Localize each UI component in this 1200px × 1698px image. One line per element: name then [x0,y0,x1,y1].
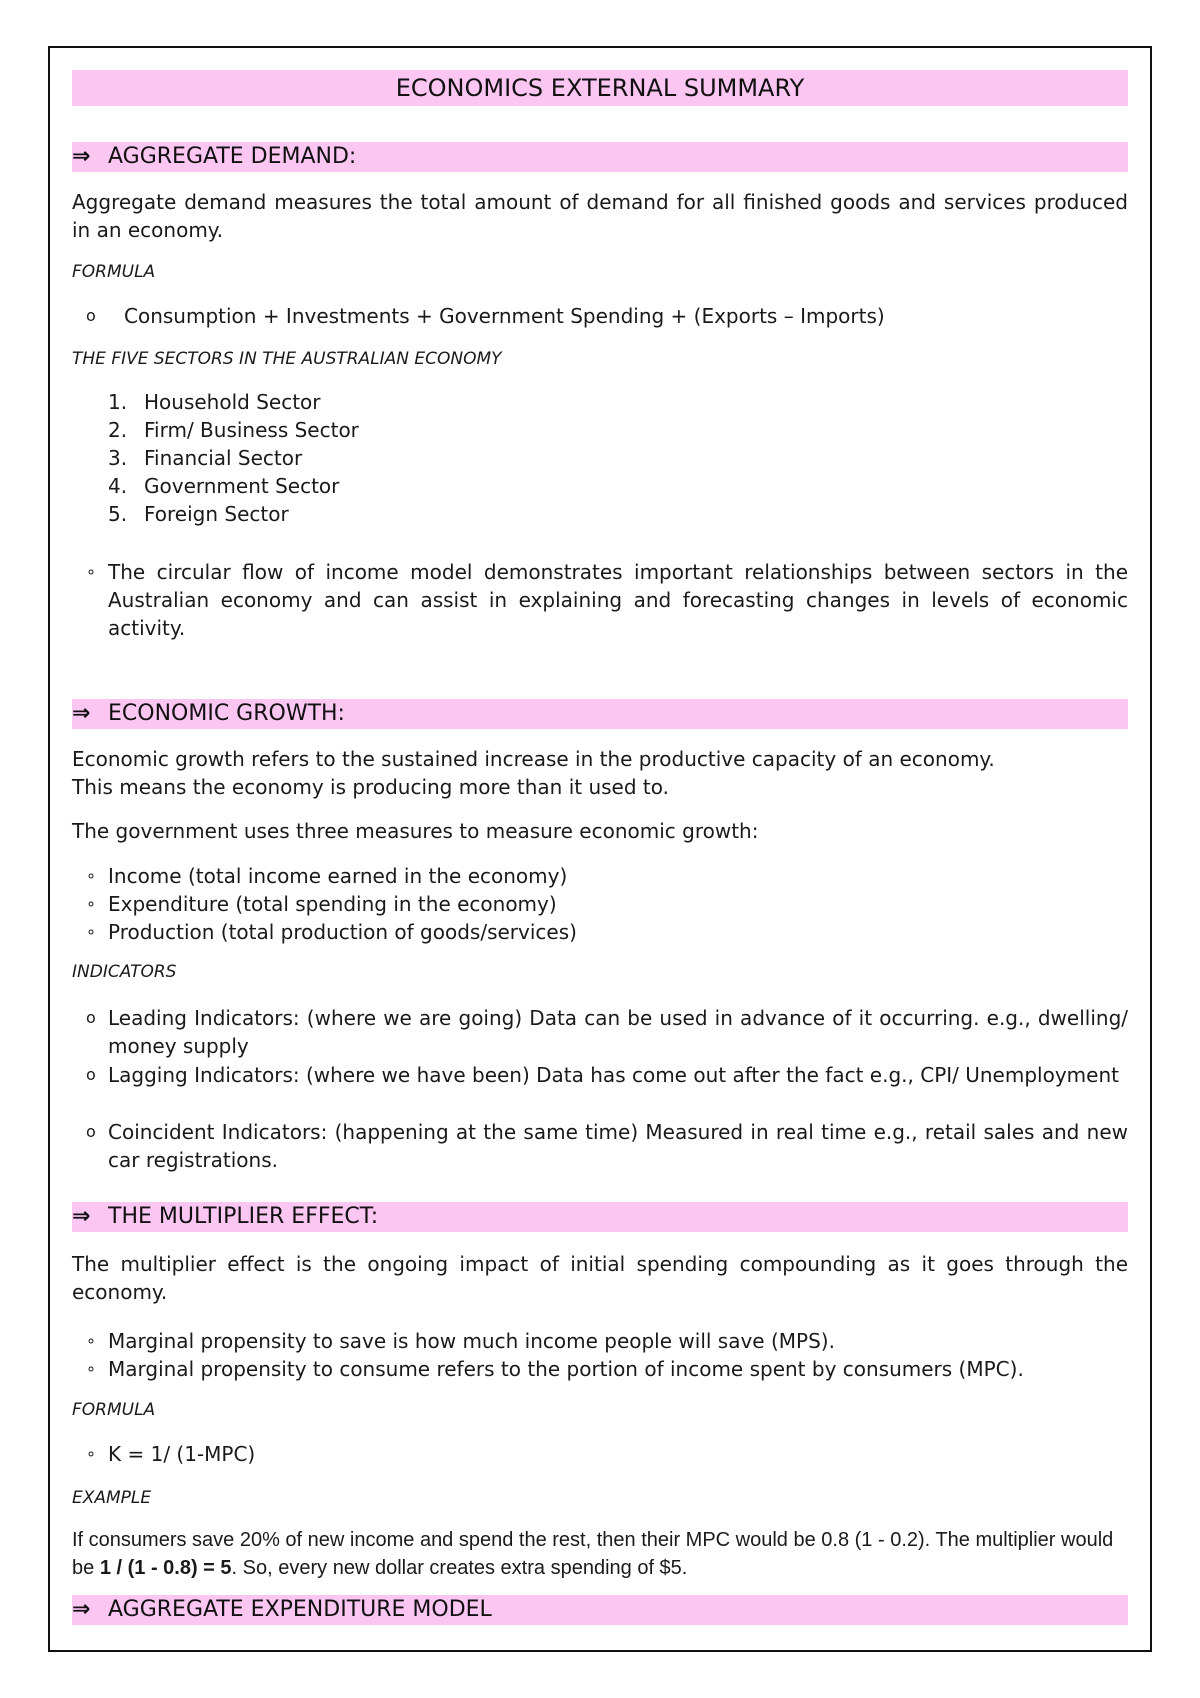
section-heading-aggregate-demand [72,142,1128,172]
list-item-text: Household Sector [144,390,321,414]
section-heading-text: THE MULTIPLIER EFFECT: [108,1204,379,1229]
bullet-icon: ∘ [86,922,97,941]
list-item-text: Production (total production of goods/services) [108,920,577,944]
example-label: EXAMPLE [72,1488,152,1508]
bullet-icon: o [86,1008,96,1027]
bullet-icon: ∘ [86,1331,97,1350]
list-item-text: Leading Indicators: (where we are going) Data can be used in advance of it occurring. e.g., dwelling/ money supply [108,1006,1128,1058]
list-item-text: Foreign Sector [144,502,289,526]
sectors-label: THE FIVE SECTORS IN THE AUSTRALIAN ECONOMY [72,349,502,369]
growth-intro-line1: Economic growth refers to the sustained increase in the productive capacity of an economy. [72,747,995,771]
section-heading-economic-growth [72,699,1128,729]
list-item-text: Marginal propensity to consume refers to the portion of income spent by consumers (MPC). [108,1357,1024,1381]
list-number: 4. [108,474,128,498]
list-number: 2. [108,418,128,442]
list-item-text: Financial Sector [144,446,303,470]
section-heading-text: AGGREGATE EXPENDITURE MODEL [108,1597,492,1622]
section-heading-multiplier-effect [72,1202,1128,1232]
example-text-part2: . So, every new dollar creates extra spending of $5. [231,1557,688,1579]
list-item-text: Marginal propensity to save is how much income people will save (MPS). [108,1329,835,1353]
list-number: 3. [108,446,128,470]
section-heading-text: ECONOMIC GROWTH: [108,701,345,726]
aggregate-demand-formula: Consumption + Investments + Government Spending + (Exports – Imports) [124,304,885,328]
example-text-part1: If consumers save 20% of new income and spend the rest, then their MPC would be 0.8 (1 - 0.2). The multiplier would be [72,1529,1114,1579]
list-number: 1. [108,390,128,414]
multiplier-intro: The multiplier effect is the ongoing impact of initial spending compounding as it goes through the economy. [72,1252,1128,1304]
double-arrow-icon: ⇒ [72,144,91,169]
bullet-icon: o [86,1065,96,1084]
list-number: 5. [108,502,128,526]
formula-label: FORMULA [72,262,156,282]
bullet-icon: o [86,1122,96,1141]
double-arrow-icon: ⇒ [72,1597,91,1622]
growth-measures-intro: The government uses three measures to measure economic growth: [72,819,759,843]
multiplier-formula: K = 1/ (1-MPC) [108,1442,256,1466]
bullet-icon: ∘ [86,1359,97,1378]
example-text-bold: 1 / (1 - 0.8) = 5 [99,1557,232,1579]
double-arrow-icon: ⇒ [72,701,91,726]
list-item-text: Coincident Indicators: (happening at the same time) Measured in real time e.g., retail sales and new car registrations. [108,1120,1128,1172]
list-item-text: Government Sector [144,474,340,498]
circular-flow-text: The circular flow of income model demonstrates important relationships between sectors in the Australian economy and can assist in explaining and forecasting changes in levels of economic activity. [108,560,1128,640]
list-item-text: Income (total income earned in the economy) [108,864,568,888]
list-item-text: Lagging Indicators: (where we have been) Data has come out after the fact e.g., CPI/ Unemployment [108,1063,1119,1087]
multiplier-formula-label: FORMULA [72,1400,156,1420]
bullet-icon: ∘ [86,866,97,885]
bullet-icon: ∘ [86,562,97,581]
document-title: ECONOMICS EXTERNAL SUMMARY [72,70,1128,106]
section-heading-text: AGGREGATE DEMAND: [108,144,357,169]
double-arrow-icon: ⇒ [72,1204,91,1229]
list-item-text: Expenditure (total spending in the economy) [108,892,557,916]
bullet-icon: o [86,306,96,325]
section-heading-aggregate-expenditure [72,1595,1128,1625]
page-border [48,46,1152,1652]
example-text [72,1526,1128,1582]
bullet-icon: ∘ [86,1444,97,1463]
list-item-text: Firm/ Business Sector [144,418,359,442]
growth-intro-line2: This means the economy is producing more than it used to. [72,775,669,799]
indicators-label: INDICATORS [72,962,177,982]
aggregate-demand-intro: Aggregate demand measures the total amount of demand for all finished goods and services produced in an economy. [72,190,1128,242]
bullet-icon: ∘ [86,894,97,913]
